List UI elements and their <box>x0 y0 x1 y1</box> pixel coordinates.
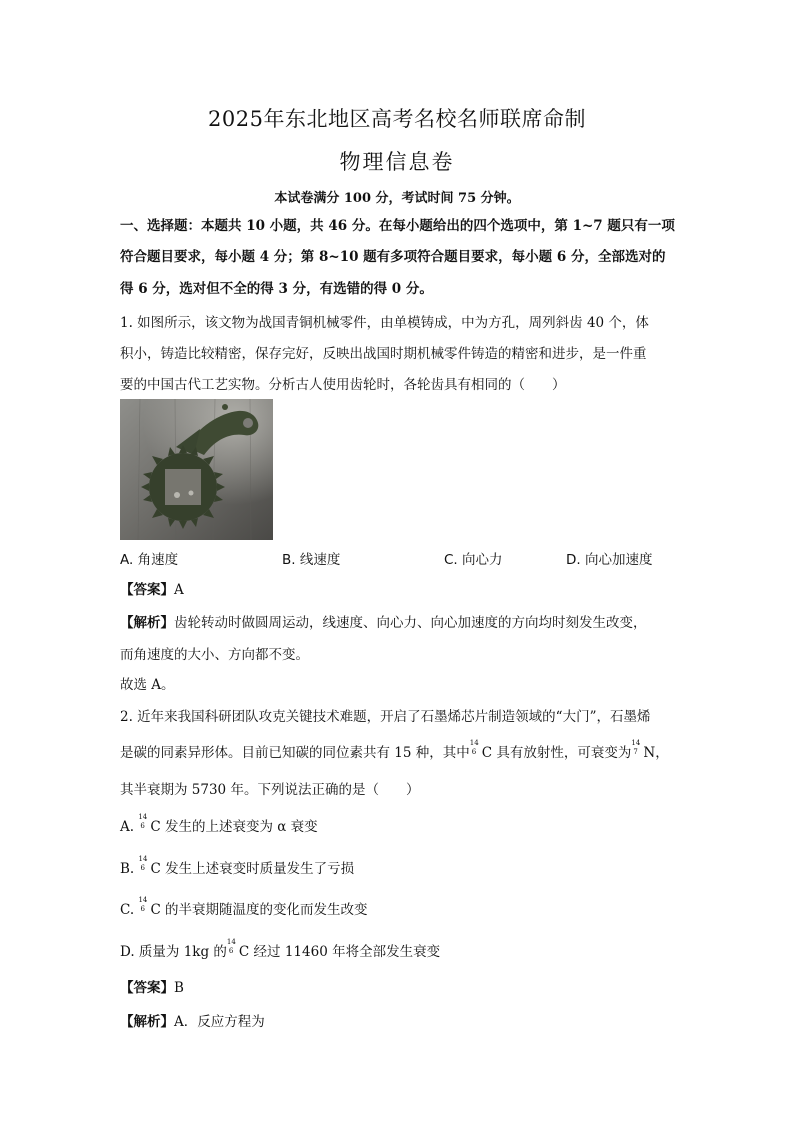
section-instruction-line-2: 符合题目要求，每小题 4 分；第 8~10 题有多项符合题目要求，每小题 6 分，全部选对的 <box>120 249 666 265</box>
q2-option-d: D. 质量为 1kg 的 14 6 C 经过 11460 年将全部发生衰变 <box>120 938 441 960</box>
q2-analysis <box>120 1010 265 1030</box>
analysis-text: A．反应方程为 <box>174 1014 265 1030</box>
q2-line-1: 2. 近年来我国科研团队攻克关键技术难题，开启了石墨烯芯片制造领域的“大门”，石墨烯 <box>120 709 651 725</box>
q1-option-a: A. 角速度 <box>120 552 179 568</box>
q1-line-2: 积小，铸造比较精密，保存完好，反映出战国时期机械零件铸造的精密和进步，是一件重 <box>120 346 647 362</box>
q2-option-c: C. 14 6 C 的半衰期随温度的变化而发生改变 <box>120 896 368 918</box>
q2-line-3: 其半衰期为 5730 年。下列说法正确的是（ ） <box>120 782 420 798</box>
q2-option-a: A. 14 6 C 发生的上述衰变为 α 衰变 <box>120 813 318 835</box>
exam-info: 本试卷满分 100 分，考试时间 75 分钟。 <box>274 191 520 206</box>
analysis-text-1: 齿轮转动时做圆周运动，线速度、向心力、向心加速度的方向均时刻发生改变， <box>174 615 647 631</box>
section-instruction-line-3: 得 6 分，选对但不全的得 3 分，有选错的得 0 分。 <box>120 281 433 297</box>
isotope-c14: 14 6 <box>226 938 236 955</box>
section-instruction-line-1: 一、选择题：本题共 10 小题，共 46 分。在每小题给出的四个选项中，第 1~7 题只有一项 <box>120 218 675 234</box>
answer-tag: 【答案】 <box>120 980 174 996</box>
isotope-n14: 14 7 <box>631 739 641 756</box>
isotope-c14: 14 6 <box>138 813 148 830</box>
analysis-tag: 【解析】 <box>120 615 174 631</box>
answer-tag: 【答案】 <box>120 582 174 598</box>
isotope-c14: 14 6 <box>469 739 479 756</box>
answer-value: B <box>174 980 184 996</box>
q2-line-2b: C 具有放射性，可衰变为 <box>481 745 632 761</box>
isotope-c14: 14 6 <box>138 896 148 913</box>
isotope-c14: 14 6 <box>138 855 148 872</box>
q1-analysis-line-3: 故选 A。 <box>120 677 175 693</box>
exam-subtitle: 物理信息卷 <box>339 150 455 174</box>
q2-option-b: B. 14 6 C 发生上述衰变时质量发生了亏损 <box>120 855 355 877</box>
q1-analysis-line-2: 而角速度的大小、方向都不变。 <box>120 647 309 663</box>
analysis-tag: 【解析】 <box>120 1014 174 1030</box>
answer-value: A <box>174 582 184 598</box>
q1-option-d: D. 向心加速度 <box>566 552 653 568</box>
q1-option-c: C. 向心力 <box>444 552 503 568</box>
exam-title: 2025年东北地区高考名校名师联席命制 <box>208 107 586 131</box>
bronze-gear-photo <box>120 399 273 540</box>
q2-answer <box>120 976 184 996</box>
q2-line-2c: N， <box>643 745 669 761</box>
q1-analysis-line-1 <box>120 611 647 631</box>
q1-option-b: B. 线速度 <box>282 552 341 568</box>
q2-line-2a: 是碳的同素异形体。目前已知碳的同位素共有 15 种，其中 <box>120 745 470 761</box>
q1-answer <box>120 578 184 598</box>
q2-line-2 <box>120 741 669 761</box>
q1-line-1: 1. 如图所示，该文物为战国青铜机械零件，由单模铸成，中为方孔，周列斜齿 40 个，体 <box>120 315 649 331</box>
q1-line-3: 要的中国古代工艺实物。分析古人使用齿轮时，各轮齿具有相同的（ ） <box>120 377 566 393</box>
